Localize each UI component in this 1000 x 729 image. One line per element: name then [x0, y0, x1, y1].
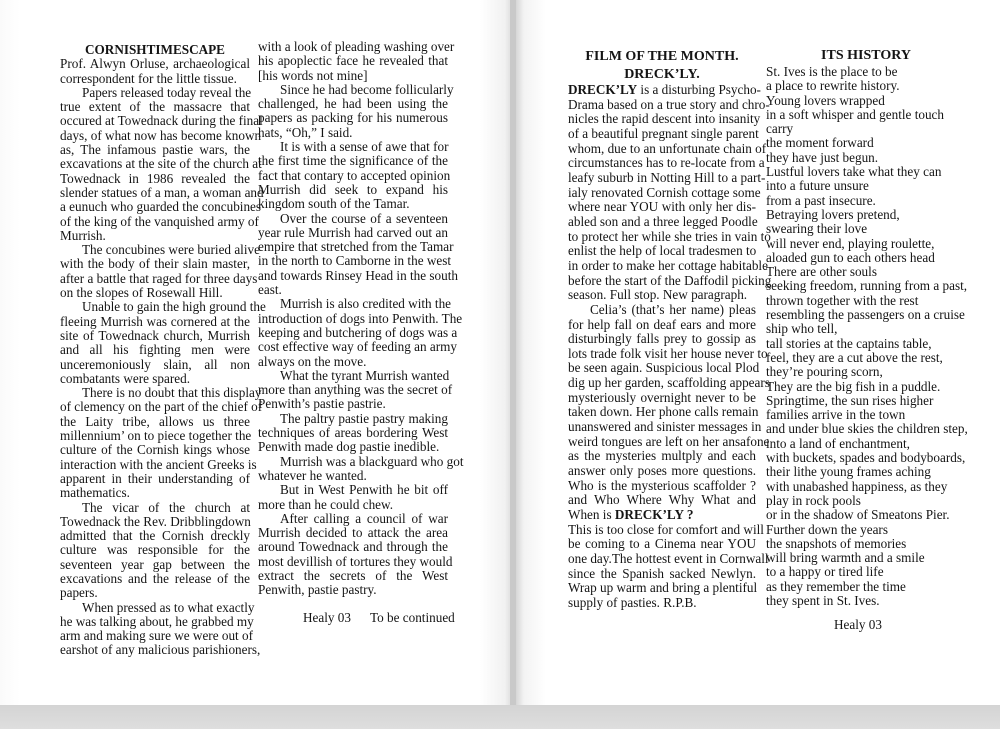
text-line: families arrive in the town	[766, 407, 906, 423]
text-line: lots trade folk visit her house never to	[568, 345, 768, 361]
text-line: empire that stretched from the Tamar	[258, 239, 454, 255]
text-line: always on the move.	[258, 353, 367, 369]
text-line: his apoplectic face he revealed that	[258, 53, 448, 69]
section-heading: DRECK’LY.	[624, 67, 700, 82]
text-segment: is a disturbing Psycho-	[637, 82, 761, 97]
paragraph	[258, 39, 455, 83]
text-line: After calling a council of war	[280, 510, 448, 526]
text-line: as they remember the time	[766, 578, 906, 594]
text-line: culture of the Cornish kings whose	[60, 442, 250, 458]
text-line: more than he could chew.	[258, 496, 393, 512]
text-line: Wrap up warm and bring a plentiful	[568, 580, 758, 596]
text-line: Lustful lovers take what they can	[766, 164, 942, 180]
text-line: the first time the significance of the	[258, 153, 448, 169]
bold-text: DRECK’LY	[568, 82, 638, 97]
poem-author-credit: Healy 03	[834, 617, 882, 632]
text-line: or in the shadow of Smeatons Pier.	[766, 507, 950, 523]
text-line: east.	[258, 282, 282, 298]
text-line: It is with a sense of awe that for	[280, 139, 449, 155]
text-line: year rule Murrish had carved out an	[258, 224, 448, 240]
text-line: will never end, playing roulette,	[766, 235, 935, 251]
paragraph	[60, 299, 266, 386]
text-line: The concubines were buried alive	[82, 242, 260, 258]
text-line: Since he had become follicularly	[280, 81, 454, 97]
text-line: excavations and the release of the	[60, 570, 250, 586]
continued-note: To be continued	[370, 610, 455, 625]
text-line: introduction of dogs into Penwith. The	[258, 310, 463, 326]
text-line: nicles the rapid descent into insanity	[568, 111, 761, 127]
section-heading: CORNISHTIMESCAPE	[85, 42, 225, 57]
paragraph	[258, 210, 458, 298]
text-line: from a past insecure.	[766, 192, 876, 208]
text-line: slender statues of a man, a woman and	[60, 184, 264, 200]
paragraph	[258, 139, 451, 212]
text-line: Springtime, the sun rises higher	[766, 392, 934, 408]
text-line: after a battle that raged for three days	[60, 270, 258, 286]
text-line: unanswered and sinister messages in	[568, 419, 762, 435]
text-line: aloaded gun to each others head	[766, 249, 935, 265]
text-line: earshot of any malicious parishioners,	[60, 642, 261, 658]
text-line: cost effective way of feeding an army	[258, 339, 457, 355]
text-line: arm and making sure we were out of	[60, 628, 253, 644]
paragraph	[60, 385, 263, 501]
text-line: season. Full stop. New paragraph.	[568, 287, 748, 303]
text-line: resembling the passengers on a cruise	[766, 307, 965, 323]
text-line: leafy suburb in Notting Hill to a part-	[568, 169, 766, 185]
text-line: Unable to gain the high ground the	[82, 299, 266, 315]
text-line: play in rock pools	[766, 492, 861, 508]
text-line: Further down the years	[766, 521, 888, 537]
poem-body	[766, 65, 966, 608]
text-line: dig up her garden, scaffolding appears	[568, 375, 770, 391]
text-line: admitted that the Cornish dreckly	[60, 528, 250, 544]
left-page	[0, 0, 512, 705]
text-line: since the Spanish sacked Newlyn.	[568, 565, 756, 581]
paragraph	[568, 521, 769, 611]
text-line: Celia’s (that’s her name) pleas	[590, 301, 756, 317]
text-line: most devillish of tortures they would	[258, 553, 453, 569]
paragraph	[568, 82, 772, 303]
text-line: [his words not mine]	[258, 67, 368, 83]
text-line: combatants were spared.	[60, 370, 190, 386]
article-cornishtimescape-column-1	[60, 42, 266, 658]
paragraph	[258, 453, 464, 484]
text-line: Towednack the Rev. Dribblingdown	[60, 513, 251, 529]
text-line: millennium’ on to piece together the	[60, 428, 252, 444]
text-line: mysteriously overnight never to be	[568, 389, 756, 405]
paragraph	[258, 510, 453, 598]
text-line: apparent in their understanding of	[60, 470, 250, 486]
text-line: ialy renovated Cornish cottage some	[568, 184, 761, 200]
text-line: correspondent for the little tissue.	[60, 70, 237, 86]
text-line: This is too close for comfort and will	[568, 521, 764, 537]
text-line	[568, 82, 761, 98]
text-line: culture was responsible for the	[60, 542, 250, 558]
text-line: as, The infamous pastie wars, the	[60, 142, 250, 158]
text-line: of clemency on the part of the chief of	[60, 399, 263, 415]
text-line: Murrish was a blackguard who got	[280, 453, 464, 469]
text-line: kingdom south of the Tamar.	[258, 196, 410, 212]
text-line: taken down. Her phone calls remain	[568, 404, 759, 420]
text-line: of a beautiful pregnant single parent	[568, 125, 759, 141]
text-line: a place to rewrite history.	[766, 78, 900, 94]
paragraph	[60, 57, 250, 86]
paragraph	[258, 296, 463, 369]
text-line: in the north to Camborne in the west	[258, 253, 452, 269]
text-line: keeping and butchering of dogs was a	[258, 324, 458, 340]
text-line: he was talking about, he grabbed my	[60, 613, 254, 629]
text-line: ship who tell,	[766, 321, 838, 337]
text-line: days, of what now has become known	[60, 127, 262, 143]
text-line: tall stories at the captains table,	[766, 335, 932, 351]
text-line: supply of pasties. R.P.B.	[568, 594, 697, 610]
text-line: Murrish did seek to expand his	[258, 181, 448, 197]
text-line: Murrish is also credited with the	[280, 296, 452, 312]
text-line: they spent in St. Ives.	[766, 592, 880, 608]
text-line: be coming to a Cinema near YOU	[568, 536, 756, 552]
text-line: Penwith, pastie pastry.	[258, 582, 377, 598]
text-line: whatever he wanted.	[258, 467, 367, 483]
text-line: There is no doubt that this display	[82, 385, 262, 401]
text-line: to a happy or tired life	[766, 564, 884, 580]
text-line: be seen again. Suspicious local Plod	[568, 360, 760, 376]
text-line: in order to make her cottage habitable	[568, 257, 768, 273]
text-line: with unabashed happiness, as they	[766, 478, 948, 494]
text-line: circumstances has to re-locate from a	[568, 155, 765, 171]
text-line: Prof. Alwyn Orluse, archaeological	[60, 56, 250, 72]
text-line: What the tyrant Murrish wanted	[280, 367, 450, 383]
text-line: before the start of the Daffodil picking	[568, 272, 772, 288]
text-line: seeking freedom, running from a past,	[766, 278, 968, 294]
text-line: they’re pouring scorn,	[766, 364, 883, 380]
text-line: The vicar of the church at	[82, 499, 250, 515]
text-line: challenged, he had been using the	[258, 96, 448, 112]
text-line: Drama based on a true story and chro-	[568, 96, 770, 112]
text-line: fleeing Murrish was cornered at the	[60, 313, 250, 329]
paragraph	[568, 301, 770, 523]
text-line: and all his fighting men were	[60, 342, 250, 358]
text-line: fact that contary to accepted opinion	[258, 167, 451, 183]
text-line: There are other souls	[766, 264, 877, 280]
bold-text: DRECK’LY ?	[614, 507, 694, 523]
author-credit: Healy 03	[303, 610, 351, 625]
text-line: with buckets, spades and bodyboards,	[766, 450, 966, 466]
text-line: a eunuch who guarded the concubines	[60, 199, 262, 215]
section-heading: ITS HISTORY	[821, 48, 911, 63]
text-line: to protect her while she tries in vain to	[568, 228, 771, 244]
text-line: the moment forward	[766, 135, 874, 151]
text-line: will bring warmth and a smile	[766, 550, 925, 566]
text-line: Towednack in 1986 revealed the	[60, 170, 250, 186]
text-line: thrown together with the rest	[766, 292, 919, 308]
text-line: answer only poses more questions.	[568, 463, 756, 479]
text-line: When pressed as to what exactly	[82, 599, 255, 615]
paragraph	[60, 242, 260, 301]
text-line: excavations at the site of the church at	[60, 156, 262, 172]
paragraph	[258, 412, 448, 455]
text-line: more than anything was the secret of	[258, 382, 453, 398]
text-line: abled son and a three legged Poodle	[568, 213, 758, 229]
text-line: papers as packing for his numerous	[258, 110, 448, 126]
text-line: They are the big fish in a puddle.	[766, 378, 941, 394]
text-line: with a look of pleading washing over	[258, 39, 455, 54]
text-line: The paltry pastie pastry making	[280, 410, 448, 426]
text-line: techniques of areas bordering West	[258, 425, 448, 441]
text-line: carry	[766, 121, 794, 137]
article-cornishtimescape-column-2	[258, 39, 464, 598]
text-line: Penwith’s pastie pastrie.	[258, 396, 386, 412]
text-line: mathematics.	[60, 485, 130, 501]
text-line: But in West Penwith he bit off	[280, 482, 448, 498]
text-segment: When is	[568, 507, 615, 523]
text-line: unceremoniously slain, all non	[60, 356, 250, 372]
text-line: interaction with the ancient Greeks is	[60, 456, 257, 472]
text-line: for help fall on deaf ears and more	[568, 316, 756, 332]
text-line: St. Ives is the place to be	[766, 64, 898, 79]
text-line: as the mysteries multply and each	[568, 448, 756, 464]
paragraph	[258, 81, 454, 140]
paragraph	[60, 501, 250, 601]
text-line: Murrish decided to attack the area	[258, 525, 448, 541]
film-of-the-month-column	[568, 47, 772, 611]
text-line: they have just begun.	[766, 149, 879, 165]
section-heading: FILM OF THE MONTH.	[585, 49, 739, 64]
text-line: Penwith made dog pastie inedible.	[258, 439, 440, 455]
text-line: Who is the mysterious scaffolder ?	[568, 477, 756, 493]
text-line: Young lovers wrapped	[766, 92, 885, 108]
text-line: occured at Towednack during the final	[60, 113, 263, 129]
scanner-bottom-edge	[0, 705, 1000, 729]
text-line: in a soft whisper and gentle touch	[766, 106, 944, 122]
paragraph	[258, 483, 448, 512]
text-line: on the slopes of Rosewall Hill.	[60, 285, 223, 301]
text-line: site of Towednack church, Murrish	[60, 327, 250, 343]
text-line: their lithe young frames aching	[766, 464, 931, 480]
text-line: and under blue skies the children step,	[766, 421, 968, 437]
text-line: with the body of their slain master,	[60, 256, 250, 272]
text-line: the Laity tribe, allows us three	[60, 413, 250, 429]
text-line: and Who Where Why What and	[568, 492, 756, 508]
text-line: enlist the help of local tradesmen to	[568, 243, 757, 259]
text-line: Murrish.	[60, 227, 106, 243]
text-line: the snapshots of memories	[766, 535, 907, 551]
text-line: into a future unsure	[766, 178, 869, 194]
text-line: into a land of enchantment,	[766, 435, 910, 451]
paragraph	[60, 599, 261, 658]
text-line: disturbingly falls prey to gossip as	[568, 331, 756, 347]
text-line: and towards Rinsey Head in the south	[258, 267, 458, 283]
text-line: weird tongues are left on her ansafone	[568, 433, 770, 449]
text-line	[568, 508, 756, 523]
text-line: where near YOU with only her dis-	[568, 199, 756, 215]
text-line: feel, they are a cut above the rest,	[766, 349, 943, 365]
text-line: true extent of the massacre that	[60, 99, 250, 115]
text-line: Over the course of a seventeen	[280, 210, 448, 226]
text-line: extract the secrets of the West	[258, 567, 448, 583]
text-line: one day.The hottest event in Cornwall	[568, 551, 769, 566]
text-line: Betraying lovers pretend,	[766, 206, 900, 222]
its-history-poem-column	[766, 47, 966, 608]
text-line: around Towednack and through the	[258, 539, 448, 555]
text-line: Papers released today reveal the	[82, 84, 252, 100]
text-line: whom, due to an unfortunate chain of	[568, 140, 767, 156]
text-line: swearing their love	[766, 221, 868, 237]
paragraph	[258, 367, 453, 412]
text-line: hats, “Oh,” I said.	[258, 124, 353, 140]
paragraph	[60, 84, 264, 243]
text-line: of the king of the vanquished army of	[60, 213, 259, 229]
text-line: papers.	[60, 585, 98, 601]
text-line: seventeen year gap between the	[60, 556, 250, 572]
